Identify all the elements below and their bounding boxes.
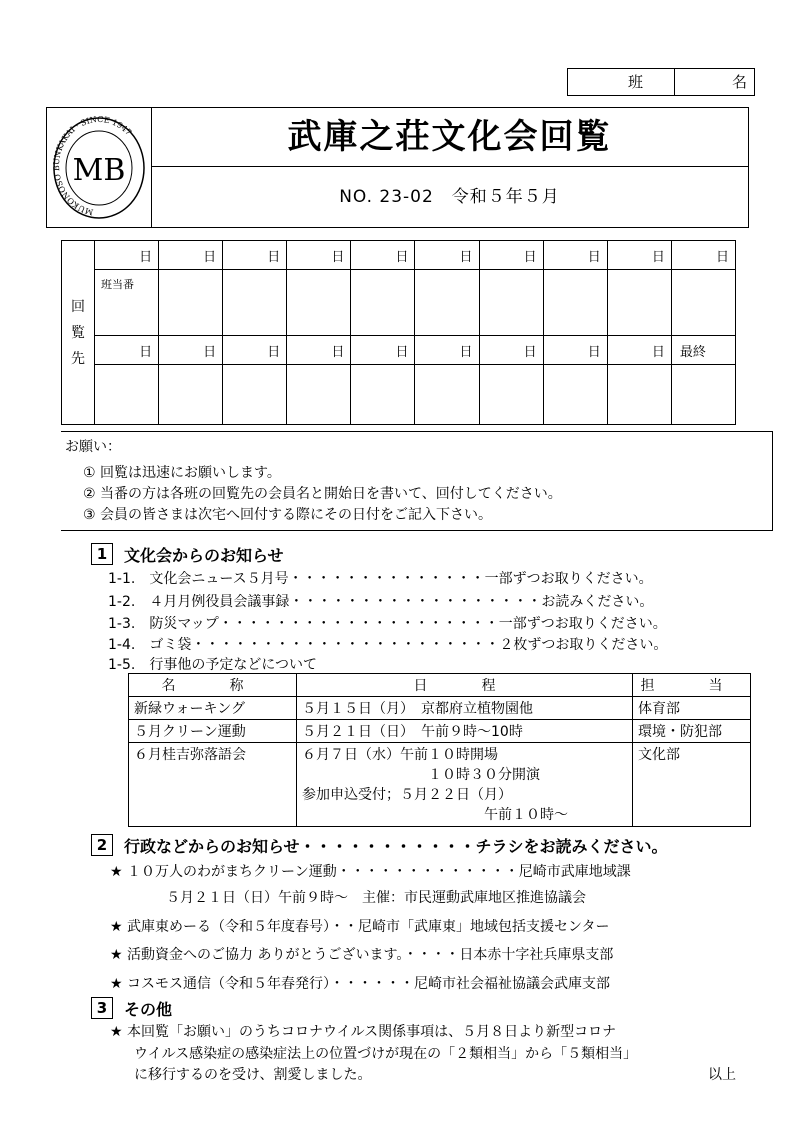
name-cell[interactable] bbox=[159, 365, 223, 425]
name-cell[interactable] bbox=[671, 365, 735, 425]
event-name: 新緑ウォーキング bbox=[129, 697, 297, 720]
day-cell[interactable]: 日 bbox=[95, 241, 159, 270]
day-cell[interactable]: 日 bbox=[479, 241, 543, 270]
logo-ring-text: MUKONOSO BUNKAKAI · SINCE 1947 bbox=[51, 114, 134, 217]
name-cell[interactable] bbox=[479, 365, 543, 425]
section-2-item: ★ １０万人のわがまちクリーン運動・・・・・・・・・・・・・尼崎市武庫地域課 bbox=[110, 864, 631, 880]
name-cell[interactable] bbox=[351, 365, 415, 425]
name-cell[interactable] bbox=[223, 365, 287, 425]
name-cell[interactable] bbox=[159, 270, 223, 336]
name-cell[interactable] bbox=[607, 270, 671, 336]
event-dept: 文化部 bbox=[633, 743, 751, 827]
issue-number: NO. 23-02 令和５年５月 bbox=[339, 187, 560, 207]
section-1-item: 1-2. ４月月例役員会議事録・・・・・・・・・・・・・・・・・・お読みください。 bbox=[108, 594, 654, 610]
name-label: 名 bbox=[732, 73, 748, 91]
day-cell[interactable]: 日 bbox=[607, 336, 671, 365]
day-cell[interactable]: 日 bbox=[287, 241, 351, 270]
han-name-box bbox=[567, 68, 755, 96]
events-header-name: 名 称 bbox=[129, 674, 297, 697]
section-2-item: ★ 活動資金へのご協力 ありがとうございます。・・・・日本赤十字社兵庫県支部 bbox=[110, 947, 614, 963]
section-2-title: 行政などからのお知らせ・・・・・・・・・・・チラシをお読みください。 bbox=[124, 837, 668, 856]
name-cell[interactable] bbox=[95, 365, 159, 425]
day-cell[interactable]: 日 bbox=[415, 336, 479, 365]
events-header-schedule: 日 程 bbox=[297, 674, 633, 697]
request-heading: お願い： bbox=[65, 439, 121, 455]
request-item: ① 回覧は迅速にお願いします。 bbox=[83, 465, 281, 481]
day-cell[interactable]: 日 bbox=[351, 241, 415, 270]
name-cell[interactable] bbox=[671, 270, 735, 336]
last-cell[interactable]: 最終 bbox=[671, 336, 735, 365]
section-2-item: ５月２１日（日）午前９時～ 主催：市民運動武庫地区推進協議会 bbox=[110, 890, 586, 906]
event-schedule: ５月２１日（日） 午前９時～10時 bbox=[297, 720, 633, 743]
day-cell[interactable]: 日 bbox=[223, 336, 287, 365]
section-3-line: ★ 本回覧「お願い」のうちコロナウイルス関係事項は、５月８日より新型コロナ bbox=[110, 1024, 617, 1040]
event-dept: 環境・防犯部 bbox=[633, 720, 751, 743]
name-cell[interactable] bbox=[287, 365, 351, 425]
day-cell[interactable]: 日 bbox=[543, 241, 607, 270]
section-1-number: 1 bbox=[91, 543, 113, 565]
section-1-item: 1-3. 防災マップ・・・・・・・・・・・・・・・・・・・・一部ずつお取りください。 bbox=[108, 616, 667, 632]
day-cell[interactable]: 日 bbox=[543, 336, 607, 365]
name-cell[interactable] bbox=[415, 270, 479, 336]
request-item: ② 当番の方は各班の回覧先の会員名と開始日を書いて、回付してください。 bbox=[83, 486, 562, 502]
day-cell[interactable]: 日 bbox=[159, 336, 223, 365]
name-cell[interactable] bbox=[543, 270, 607, 336]
name-cell[interactable] bbox=[543, 365, 607, 425]
event-schedule: ６月７日（水）午前１０時開場 １０時３０分開演 参加申込受付；５月２２日（月） 午前１０時～ bbox=[297, 743, 633, 827]
name-cell[interactable] bbox=[479, 270, 543, 336]
section-3-end: 以上 bbox=[708, 1067, 736, 1083]
section-1-title: 文化会からのお知らせ bbox=[124, 546, 284, 565]
day-cell[interactable]: 日 bbox=[223, 241, 287, 270]
day-cell[interactable]: 日 bbox=[607, 241, 671, 270]
section-3-line: ウイルス感染症の感染症法上の位置づけが現在の「２類相当」から「５類相当」 bbox=[134, 1046, 638, 1062]
event-schedule: ５月１５日（月） 京都府立植物園他 bbox=[297, 697, 633, 720]
day-cell[interactable]: 日 bbox=[287, 336, 351, 365]
section-1-item: 1-5. 行事他の予定などについて bbox=[108, 657, 318, 673]
request-item: ③ 会員の皆さまは次宅へ回付する際にその日付をご記入下さい。 bbox=[83, 507, 492, 523]
section-3-number: 3 bbox=[91, 997, 113, 1019]
event-dept: 体育部 bbox=[633, 697, 751, 720]
page-title: 武庫之荘文化会回覧 bbox=[287, 117, 612, 157]
name-cell[interactable] bbox=[287, 270, 351, 336]
section-1-item: 1-1. 文化会ニュース５月号・・・・・・・・・・・・・・一部ずつお取りください。 bbox=[108, 571, 653, 587]
day-cell[interactable]: 日 bbox=[159, 241, 223, 270]
routing-side-label: 回 覧 先 bbox=[62, 241, 95, 425]
section-2-item: ★ 武庫東めーる（令和５年度春号）・・尼崎市「武庫東」地域包括支援センター bbox=[110, 919, 610, 935]
section-1-item: 1-4. ゴミ袋・・・・・・・・・・・・・・・・・・・・・・２枚ずつお取りください。 bbox=[108, 637, 668, 653]
section-3-line: に移行するのを受け、割愛しました。 bbox=[134, 1067, 372, 1083]
name-cell[interactable] bbox=[415, 365, 479, 425]
section-2-number: 2 bbox=[91, 834, 113, 856]
routing-table bbox=[61, 240, 736, 418]
day-cell[interactable]: 日 bbox=[415, 241, 479, 270]
day-cell[interactable]: 日 bbox=[351, 336, 415, 365]
han-divider bbox=[674, 69, 675, 95]
han-label: 班 bbox=[628, 73, 644, 91]
events-table bbox=[128, 673, 750, 824]
day-cell[interactable]: 日 bbox=[95, 336, 159, 365]
mb-logo bbox=[51, 114, 147, 222]
name-cell[interactable] bbox=[607, 365, 671, 425]
request-box bbox=[61, 431, 773, 531]
name-cell[interactable] bbox=[351, 270, 415, 336]
event-name: ５月クリーン運動 bbox=[129, 720, 297, 743]
section-3-title: その他 bbox=[124, 1000, 173, 1019]
event-name: ６月桂吉弥落語会 bbox=[129, 743, 297, 827]
header-box bbox=[46, 107, 749, 228]
day-cell[interactable]: 日 bbox=[479, 336, 543, 365]
day-cell[interactable]: 日 bbox=[671, 241, 735, 270]
events-header-dept: 担 当 bbox=[633, 674, 751, 697]
section-2-item: ★ コスモス通信（令和５年春発行）・・・・・・尼崎市社会福祉協議会武庫支部 bbox=[110, 976, 610, 992]
logo-initials: MB bbox=[72, 153, 126, 188]
name-cell[interactable] bbox=[223, 270, 287, 336]
han-toban-cell[interactable]: 班当番 bbox=[95, 270, 159, 336]
